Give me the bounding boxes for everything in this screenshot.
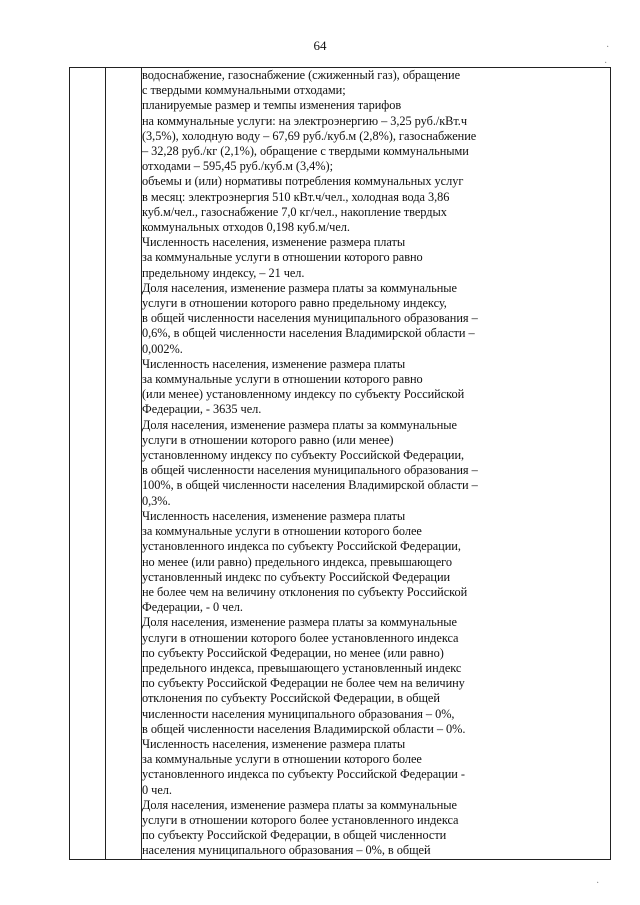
text-line: не более чем на величину отклонения по субъекту Российской xyxy=(142,584,468,599)
text-line: предельного индекса, превышающего установленный индекс xyxy=(142,660,462,675)
empty-cell-name xyxy=(106,68,142,860)
text-line: (или менее) установленному индексу по субъекту Российской xyxy=(142,387,465,402)
text-line: Доля населения, изменение размера платы за коммунальные xyxy=(142,417,457,432)
text-line: объемы и (или) нормативы потребления коммунальных услуг xyxy=(142,174,464,189)
scan-mark: · xyxy=(596,878,600,889)
text-line: за коммунальные услуги в отношении которого равно xyxy=(142,372,423,387)
page-number: 64 xyxy=(313,38,327,53)
text-line: по субъекту Российской Федерации, но менее (или равно) xyxy=(142,645,444,660)
text-line: на коммунальные услуги: на электроэнергию – 3,25 руб./кВт.ч xyxy=(142,113,467,128)
text-line: по субъекту Российской Федерации, в общей численности xyxy=(142,828,447,843)
text-lines xyxy=(142,68,610,859)
text-line: за коммунальные услуги в отношении которого более xyxy=(142,524,422,539)
text-line: но менее (или равно) предельного индекса, превышающего xyxy=(142,554,452,569)
text-line: установленного индекса по субъекту Российской Федерации, xyxy=(142,539,461,554)
text-line: коммунальных отходов 0,198 куб.м/чел. xyxy=(142,220,350,235)
text-line: (3,5%), холодную воду – 67,69 руб./куб.м (2,8%), газоснабжение xyxy=(142,128,477,143)
text-line: Федерации, - 0 чел. xyxy=(142,600,243,615)
text-line: услуги в отношении которого равно предельному индексу, xyxy=(142,296,447,311)
text-line: Численность населения, изменение размера платы xyxy=(142,235,406,250)
text-line: предельному индексу, – 21 чел. xyxy=(142,265,305,280)
text-line: по субъекту Российской Федерации не более чем на величину xyxy=(142,676,465,691)
text-line: Численность населения, изменение размера платы xyxy=(142,508,406,523)
text-line: установленный индекс по субъекту Российской Федерации xyxy=(142,569,451,584)
text-line: Доля населения, изменение размера платы за коммунальные xyxy=(142,615,457,630)
content-table xyxy=(69,67,611,860)
text-line: в общей численности населения муниципального образования – xyxy=(142,311,478,326)
text-line: услуги в отношении которого равно (или менее) xyxy=(142,432,394,447)
text-line: – 32,28 руб./кг (2,1%), обращение с твердыми коммунальными xyxy=(142,144,469,159)
text-line: Доля населения, изменение размера платы за коммунальные xyxy=(142,797,457,812)
text-line: 0,6%, в общей численности населения Владимирской области – xyxy=(142,326,475,341)
text-line: 0,3%. xyxy=(142,493,171,508)
text-line: водоснабжение, газоснабжение (сжиженный газ), обращение xyxy=(142,68,461,82)
text-line: отходами – 595,45 руб./куб.м (3,4%); xyxy=(142,159,333,174)
text-line: Численность населения, изменение размера платы xyxy=(142,356,406,371)
text-line: услуги в отношении которого более установленного индекса xyxy=(142,812,459,827)
table-row xyxy=(70,68,611,860)
text-line: куб.м/чел., газоснабжение 7,0 кг/чел., накопление твердых xyxy=(142,204,447,219)
text-line: услуги в отношении которого более установленного индекса xyxy=(142,630,459,645)
text-line: 0,002%. xyxy=(142,341,183,356)
empty-cell-number xyxy=(70,68,106,860)
text-line: отклонения по субъекту Российской Федерации, в общей xyxy=(142,691,440,706)
scan-mark: · xyxy=(606,42,610,53)
text-line: Доля населения, изменение размера платы за коммунальные xyxy=(142,280,457,295)
text-line: в общей численности населения Владимирской области – 0%. xyxy=(142,721,466,736)
text-line: за коммунальные услуги в отношении которого равно xyxy=(142,250,423,265)
text-line: в месяц: электроэнергия 510 кВт.ч/чел., холодная вода 3,86 xyxy=(142,189,450,204)
text-line: с твердыми коммунальными отходами; xyxy=(142,83,346,98)
text-line: 0 чел. xyxy=(142,782,172,797)
text-line: установленному индексу по субъекту Российской Федерации, xyxy=(142,448,465,463)
text-line: населения муниципального образования – 0%, в общей xyxy=(142,843,431,858)
text-line: в общей численности населения муниципального образования – xyxy=(142,463,478,478)
text-line: Федерации, - 3635 чел. xyxy=(142,402,262,417)
text-cell xyxy=(142,68,611,860)
text-line: Численность населения, изменение размера платы xyxy=(142,736,406,751)
scan-mark: · xyxy=(604,58,608,69)
text-line: за коммунальные услуги в отношении которого более xyxy=(142,752,422,767)
text-line: 100%, в общей численности населения Владимирской области – xyxy=(142,478,478,493)
text-line: планируемые размер и темпы изменения тарифов xyxy=(142,98,402,113)
text-line: численности населения муниципального образования – 0%, xyxy=(142,706,455,721)
text-line: установленного индекса по субъекту Российской Федерации - xyxy=(142,767,465,782)
